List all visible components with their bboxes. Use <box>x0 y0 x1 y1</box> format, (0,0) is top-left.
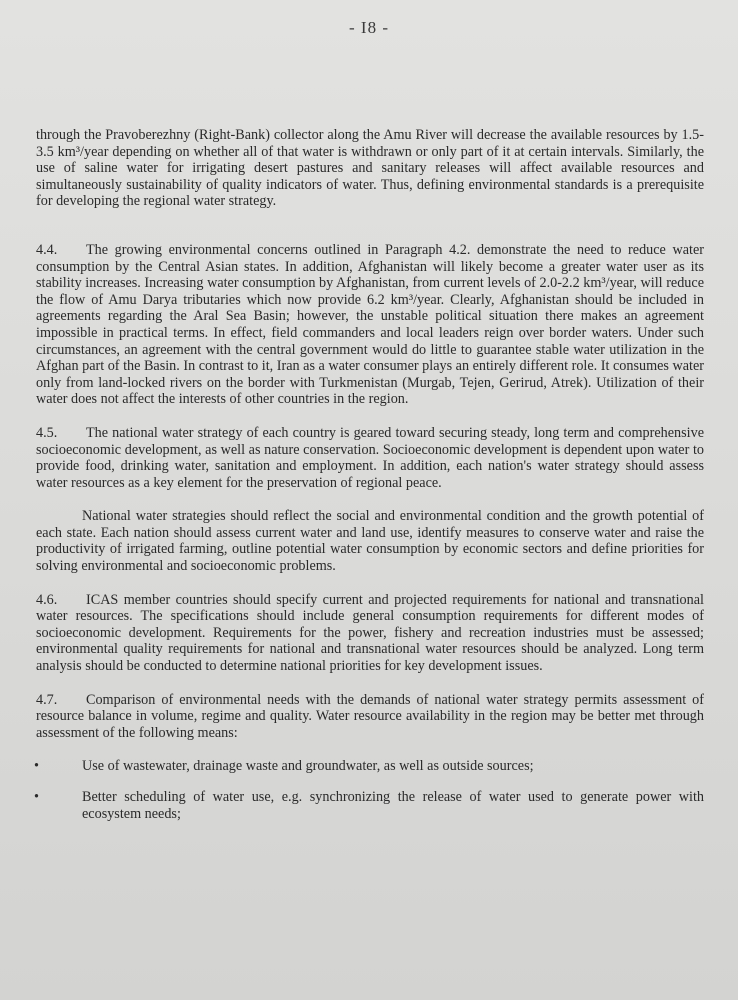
paragraph-number: 4.6. <box>36 591 58 608</box>
paragraph-text: through the Pravoberezhny (Right-Bank) collector along the Amu River will decrease the available resources by 1.5-3.5 km³/year depending on whether all of that water is withdrawn or only part of it at certain intervals. Similarly, the use of saline water for irrigating desert pastures and sanitary releases will affect available resources and simultaneously sustainability of quality indicators of water. Thus, defining environmental standards is a prerequisite for developing the regional water strategy. <box>36 127 704 210</box>
bullet-item <box>36 758 704 775</box>
paragraph-4-5 <box>36 425 704 491</box>
paragraph-number: 4.7. <box>36 691 58 708</box>
paragraph-number: 4.5. <box>36 424 58 441</box>
paragraph-text: The national water strategy of each country is geared toward securing steady, long term and comprehensive socioeconomic development, as well as nature conservation. Socioeconomic development is dependent upon water to provide food, drinking water, sanitation and employment. In addition, each nation's water strategy should assess water resources as a key element for the preservation of regional peace. <box>36 424 704 491</box>
paragraph-number: 4.4. <box>36 241 58 258</box>
bullet-item <box>36 789 704 822</box>
paragraph-text: National water strategies should reflect the social and environmental condition and the growth potential of each state. Each nation should assess current water and land use, identify measures to conserve water and raise the productivity of irrigated farming, outline potential water consumption by economic sectors and define priorities for solving environmental and socioeconomic problems. <box>36 508 704 575</box>
bullet-icon: • <box>34 789 39 805</box>
paragraph-text: The growing environmental concerns outlined in Paragraph 4.2. demonstrate the need to reduce water consumption by the Central Asian states. In addition, Afghanistan will likely become a greater water user as its stability increases. Increasing water consumption by Afghanistan, from current levels of 2.0-2.2 km³/year, will reduce the flow of Amu Darya tributaries which now provide 6.2 km³/year. Clearly, Afghanistan should be included in agreements regarding the Aral Sea Basin; however, the unstable political situation there makes an agreement impossible in practical terms. In effect, field commanders and local leaders reign over border waters. Under such circumstances, an agreement with the central government would do little to guarantee stable water utilization in the Afghan part of the Basin. In contrast to it, Iran as a water consumer plays an entirely different role. It consumes water only from land-locked rivers on the border with Turkmenistan (Murgab, Tejen, Gerirud, Atrek). Utilization of their water does not affect the interests of other countries in the region. <box>36 241 704 408</box>
bullet-text: Better scheduling of water use, e.g. synchronizing the release of water used to generate power with ecosystem needs; <box>82 789 704 822</box>
bullet-text: Use of wastewater, drainage waste and groundwater, as well as outside sources; <box>82 758 534 775</box>
paragraph-4-6 <box>36 592 704 675</box>
paragraph-4-5-continued <box>36 508 704 574</box>
page-number: - I8 - <box>349 18 389 37</box>
paragraph-text: Comparison of environmental needs with the demands of national water strategy permits assessment of resource balance in volume, regime and quality. Water resource availability in the region may be better met through assessment of the following means: <box>36 691 704 741</box>
paragraph-text: ICAS member countries should specify current and projected requirements for national and transnational water resources. The specifications should include general consumption requirements for different modes of socioeconomic development. Requirements for the power, fishery and recreation industries must be assessed; environmental quality requirements for national and transnational water resources should be analyzed. Long term analysis should be conducted to determine national priorities for key development issues. <box>36 591 704 675</box>
document-body <box>36 127 704 836</box>
paragraph-4-4 <box>36 242 704 408</box>
paragraph-continuation <box>36 127 704 210</box>
bullet-icon: • <box>34 758 39 775</box>
paragraph-4-7 <box>36 692 704 742</box>
bullet-list <box>36 758 704 822</box>
